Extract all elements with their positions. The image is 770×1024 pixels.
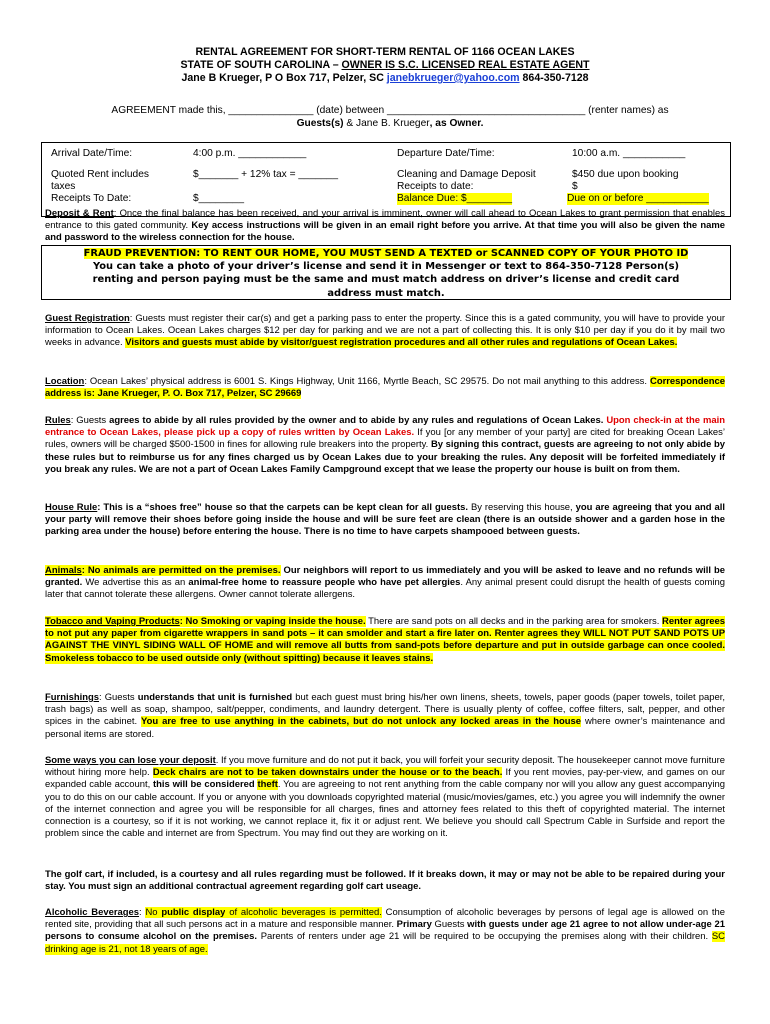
arrival-value[interactable]: 4:00 p.m. ____________ — [193, 148, 307, 159]
receipts-value[interactable]: $________ — [193, 193, 244, 204]
lose-deposit-text-c: If you rent movies, pay-per-view, and games on our expanded cable account, — [45, 767, 725, 791]
alcohol-primary: Primary — [396, 919, 432, 931]
alcohol-text-i: Parents of renters under age 21 will be required to be occupying the premises along with their children. — [257, 931, 712, 943]
tobacco-text-a: : No Smoking or vaping inside the house. — [179, 616, 366, 627]
house-rule-text-b: By reserving this house, — [467, 502, 576, 513]
guest-registration-highlight: Visitors and guests must abide by visitor/guest registration procedures and all other rules and regulations of Ocean Lakes. — [125, 337, 678, 349]
deposit-rent-text: : Once the final balance has been received, and your arrival is imminent, owner will call ahead to Ocean Lakes to grant permission that enables entrance to this gated community. — [45, 208, 725, 232]
alcohol-text-d: of alcoholic beverages is permitted. — [225, 907, 382, 918]
fraud-line-4: address must match. — [327, 287, 445, 299]
rent-label-2: taxes — [51, 181, 76, 192]
alcohol-drinking-age: SC drinking age is 21, not 18 years of age. — [45, 931, 726, 955]
location-text: : Ocean Lakes’ physical address is 6001 S. Kings Highway, Unit 1166, Myrtle Beach, SC 29575. Do not mail anything to this address. — [84, 376, 650, 387]
house-rule-text-c: you are agreeing that you and all your party will remove their shoes before going inside the house and will be sure feet are clean (there is an outside shower and a garden hose in the parking area under the house) before entering the house. There is no time to have carpets shampooed between guests. — [45, 502, 725, 538]
rules-label: Rules — [45, 415, 71, 426]
alcohol-text-h: with guests under age 21 agree to not allow under-age 21 persons to consume alcohol on the premises. — [45, 919, 725, 943]
rules-text-a: : Guests — [70, 415, 110, 426]
tobacco-text-b: There are sand pots on all decks and in the parking area for smokers. — [365, 616, 663, 627]
lose-deposit-paragraph — [45, 755, 725, 840]
guest-registration-paragraph — [45, 313, 725, 350]
agreement-line-1: AGREEMENT made this, _______________ (date) between ___________________________________ (renter names) as — [111, 105, 669, 116]
booking-details-table — [41, 142, 731, 217]
tobacco-label: Tobacco and Vaping Products — [45, 616, 180, 627]
furnishings-text-b: understands that unit is furnished — [137, 692, 293, 703]
furnishings-paragraph — [45, 692, 725, 741]
lose-deposit-text-d: this will be considered — [153, 779, 258, 791]
house-rule-paragraph — [45, 502, 725, 539]
header-state-line — [0, 59, 770, 72]
balance-due-label[interactable]: Balance Due: $________ — [397, 193, 512, 204]
lose-deposit-theft: theft — [257, 779, 278, 791]
house-rule-label: House Rule — [45, 502, 98, 513]
animals-text-b: Our neighbors will report to us immediately and you will be asked to leave and no refunds will be granted. — [45, 565, 725, 589]
animals-text-a: : No animals are permitted on the premises. — [81, 565, 281, 576]
deposit-value-1: $450 due upon booking — [572, 169, 679, 180]
agreement-line-2 — [60, 117, 720, 131]
furnishings-text-d: You are free to use anything in the cabinets, but do not unlock any locked areas in the house — [141, 716, 582, 728]
deposit-rent-label: Deposit & Rent — [45, 208, 114, 219]
agreement-owner-role: , as Owner. — [429, 118, 484, 129]
furnishings-text-c: but each guest must bring his/her own linens, sheets, towels, paper goods (paper towels, toilet paper, trash bags) as well as soap, shampoo, salt/pepper, condiments, and laundry detergent. There is usually plenty of coffee, coffee filters, salt, pepper, and other spices in the cabinet. — [45, 692, 725, 728]
agreement-guests: Guests(s) — [296, 118, 344, 129]
furnishings-text-e: where owner’s maintenance and personal items are stored. — [45, 716, 725, 740]
furnishings-text-a: : Guests — [99, 692, 138, 703]
animals-text-e: . Any animal present could disrupt the health of guests coming later that cannot tolerate these allergens. Owner cannot tolerate allergens. — [45, 577, 725, 601]
location-paragraph — [45, 376, 725, 400]
alcohol-text-a: : — [139, 907, 146, 918]
header-address: Jane B Krueger, P O Box 717, Pelzer, SC — [181, 72, 387, 84]
alcohol-text-e: Consumption of alcoholic beverages by persons of legal age is allowed on the rented site, providing that all such persons act in a mature and responsible manner. — [45, 907, 725, 931]
tobacco-text-c: Renter agrees to not put any paper from cigarette wrappers in sand pots – it can smolder and start a fire later on. Renter agrees they WILL NOT PUT SAND POTS UP AGAINST THE VINYL SIDING WALL OF HOME and will remove all butts from sand-pots before departure and put in outside garbage can once cooled. Smokeless tobacco to be used outside only (without spitting) because it leaves stains. — [45, 616, 726, 664]
lose-deposit-text-a: . If you move furniture and do not put it back, you will forfeit your security deposit. The housekeeper cannot move furniture without hiring more help. — [45, 755, 725, 779]
alcohol-label: Alcoholic Beverages — [45, 907, 140, 918]
animals-text-d: animal-free home to reassure people who have pet allergies — [188, 577, 461, 589]
rules-paragraph — [45, 415, 725, 476]
alcohol-text-g: Guests — [431, 919, 468, 931]
deposit-label-2: Receipts to date: — [397, 181, 474, 192]
guest-registration-text: : Guests must register their car(s) and get a parking pass to enter the property. Since this is a gated community, you will have to provide your information to Ocean Lakes. Ocean Lakes charges $12 per day for parking and we are not a part of collecting this. It is only $10 per day if you do it by mail two weeks in advance. — [45, 313, 725, 349]
animals-label: Animals — [45, 565, 82, 576]
rent-value[interactable]: $_______ + 12% tax = _______ — [193, 169, 339, 180]
animals-paragraph — [45, 565, 725, 602]
alcohol-text-b: No — [145, 907, 162, 918]
arrival-label: Arrival Date/Time: — [51, 148, 133, 159]
email-link[interactable]: janebkrueger@yahoo.com — [386, 72, 520, 84]
rules-text-b: agrees to abide by all rules provided by the owner and to abide by any rules and regulations of Ocean Lakes. — [109, 415, 604, 426]
departure-value[interactable]: 10:00 a.m. ___________ — [572, 148, 686, 159]
rules-text-e: By signing this contract, guests are agreeing to not only abide by these rules but to reimburse us for any fines charged us by Ocean Lakes due to your breaking the rules. Any deposit will be forfeited immediately if you break any rules. We are not a part of Ocean Lakes Family Campground except that we lease the property our house is built on from them. — [45, 439, 725, 475]
header-state: STATE OF SOUTH CAROLINA – — [180, 59, 342, 71]
golf-cart-paragraph: The golf cart, if included, is a courtesy and all rules regarding must be followed. If it breaks down, it may or may not be able to be repaired during your stay. You must sign an additional contractual agreement regarding golf cart useage. — [45, 869, 725, 893]
animals-text-c: We advertise this as an — [82, 577, 189, 589]
alcohol-public-display: public display — [161, 907, 226, 918]
furnishings-label: Furnishings — [45, 692, 100, 703]
header-title: RENTAL AGREEMENT FOR SHORT-TERM RENTAL OF 1166 OCEAN LAKES — [195, 46, 575, 58]
fraud-line-2: You can take a photo of your driver’s license and send it in Messenger or text to 864-350-7128 Person(s) — [93, 261, 679, 273]
correspondence-address: Correspondence address is: Jane Krueger, P. O. Box 717, Pelzer, SC 29669 — [45, 376, 725, 400]
rules-checkin-notice: Upon check-in at the main entrance to Ocean Lakes, please pick up a copy of rules written by Ocean Lakes. — [45, 415, 725, 439]
house-rule-text-a: : This is a “shoes free” house so that the carpets can be kept clean for all guests. — [97, 502, 468, 513]
alcohol-paragraph — [45, 907, 725, 956]
fraud-line-3: renting and person paying must be the same and must match address on driver’s license and credit card — [92, 274, 680, 286]
header-license: OWNER IS S.C. LICENSED REAL ESTATE AGENT — [341, 59, 590, 71]
deposit-rent-key-text: Key access instructions will be given in an email right before you arrive. At that time you will also be given the name and password to the wireless connection for the house. — [45, 220, 725, 244]
lose-deposit-label: Some ways you can lose your deposit — [45, 755, 216, 766]
rules-text-d: If you [or any member of your party] are cited for breaking Ocean Lakes’ rules, owners will be charged $500-1500 in fines for allowing rule breakers into the property. — [45, 427, 725, 451]
location-label: Location — [45, 376, 85, 387]
header-phone: 864-350-7128 — [519, 72, 589, 84]
fraud-prevention-box — [41, 245, 731, 300]
rent-label-1: Quoted Rent includes — [51, 169, 149, 180]
deposit-value-2[interactable]: $ — [572, 181, 578, 192]
lose-deposit-text-b: Deck chairs are not to be taken downstairs under the house or to the beach. — [152, 767, 503, 779]
fraud-line-1: FRAUD PREVENTION: TO RENT OUR HOME, YOU MUST SEND A TEXTED or SCANNED COPY OF YOUR PHOTO ID — [83, 248, 689, 259]
lose-deposit-text-f: . You are agreeing to not rent anything from the cable company nor will you allow any guest accompanying you to do this on our cable account. If you or anyone with you downloads copyrighted material (music/movies/games, etc.) you agree you will indemnify the owner of the internet connection and agree you will be responsible for all charges, fines and attorney fees related to this theft of copyrighted material. The internet connection is a courtesy, so if it is not working, we cannot replace it, fix it or adjust rent. We believe you should call Spectrum Cable in Surfside and report the problem since the cable and internet are from Spectrum. You may find out they are working on it. — [45, 779, 725, 840]
tobacco-paragraph — [45, 616, 725, 665]
departure-label: Departure Date/Time: — [397, 148, 495, 159]
deposit-label-1: Cleaning and Damage Deposit — [397, 169, 536, 180]
due-date-value[interactable]: Due on or before ___________ — [567, 193, 709, 204]
header-contact-line — [0, 72, 770, 85]
deposit-rent-paragraph — [45, 208, 725, 245]
agreement-owner-name: & Jane B. Krueger — [343, 118, 430, 129]
guest-registration-label: Guest Registration — [45, 313, 130, 324]
receipts-label: Receipts To Date: — [51, 193, 132, 204]
